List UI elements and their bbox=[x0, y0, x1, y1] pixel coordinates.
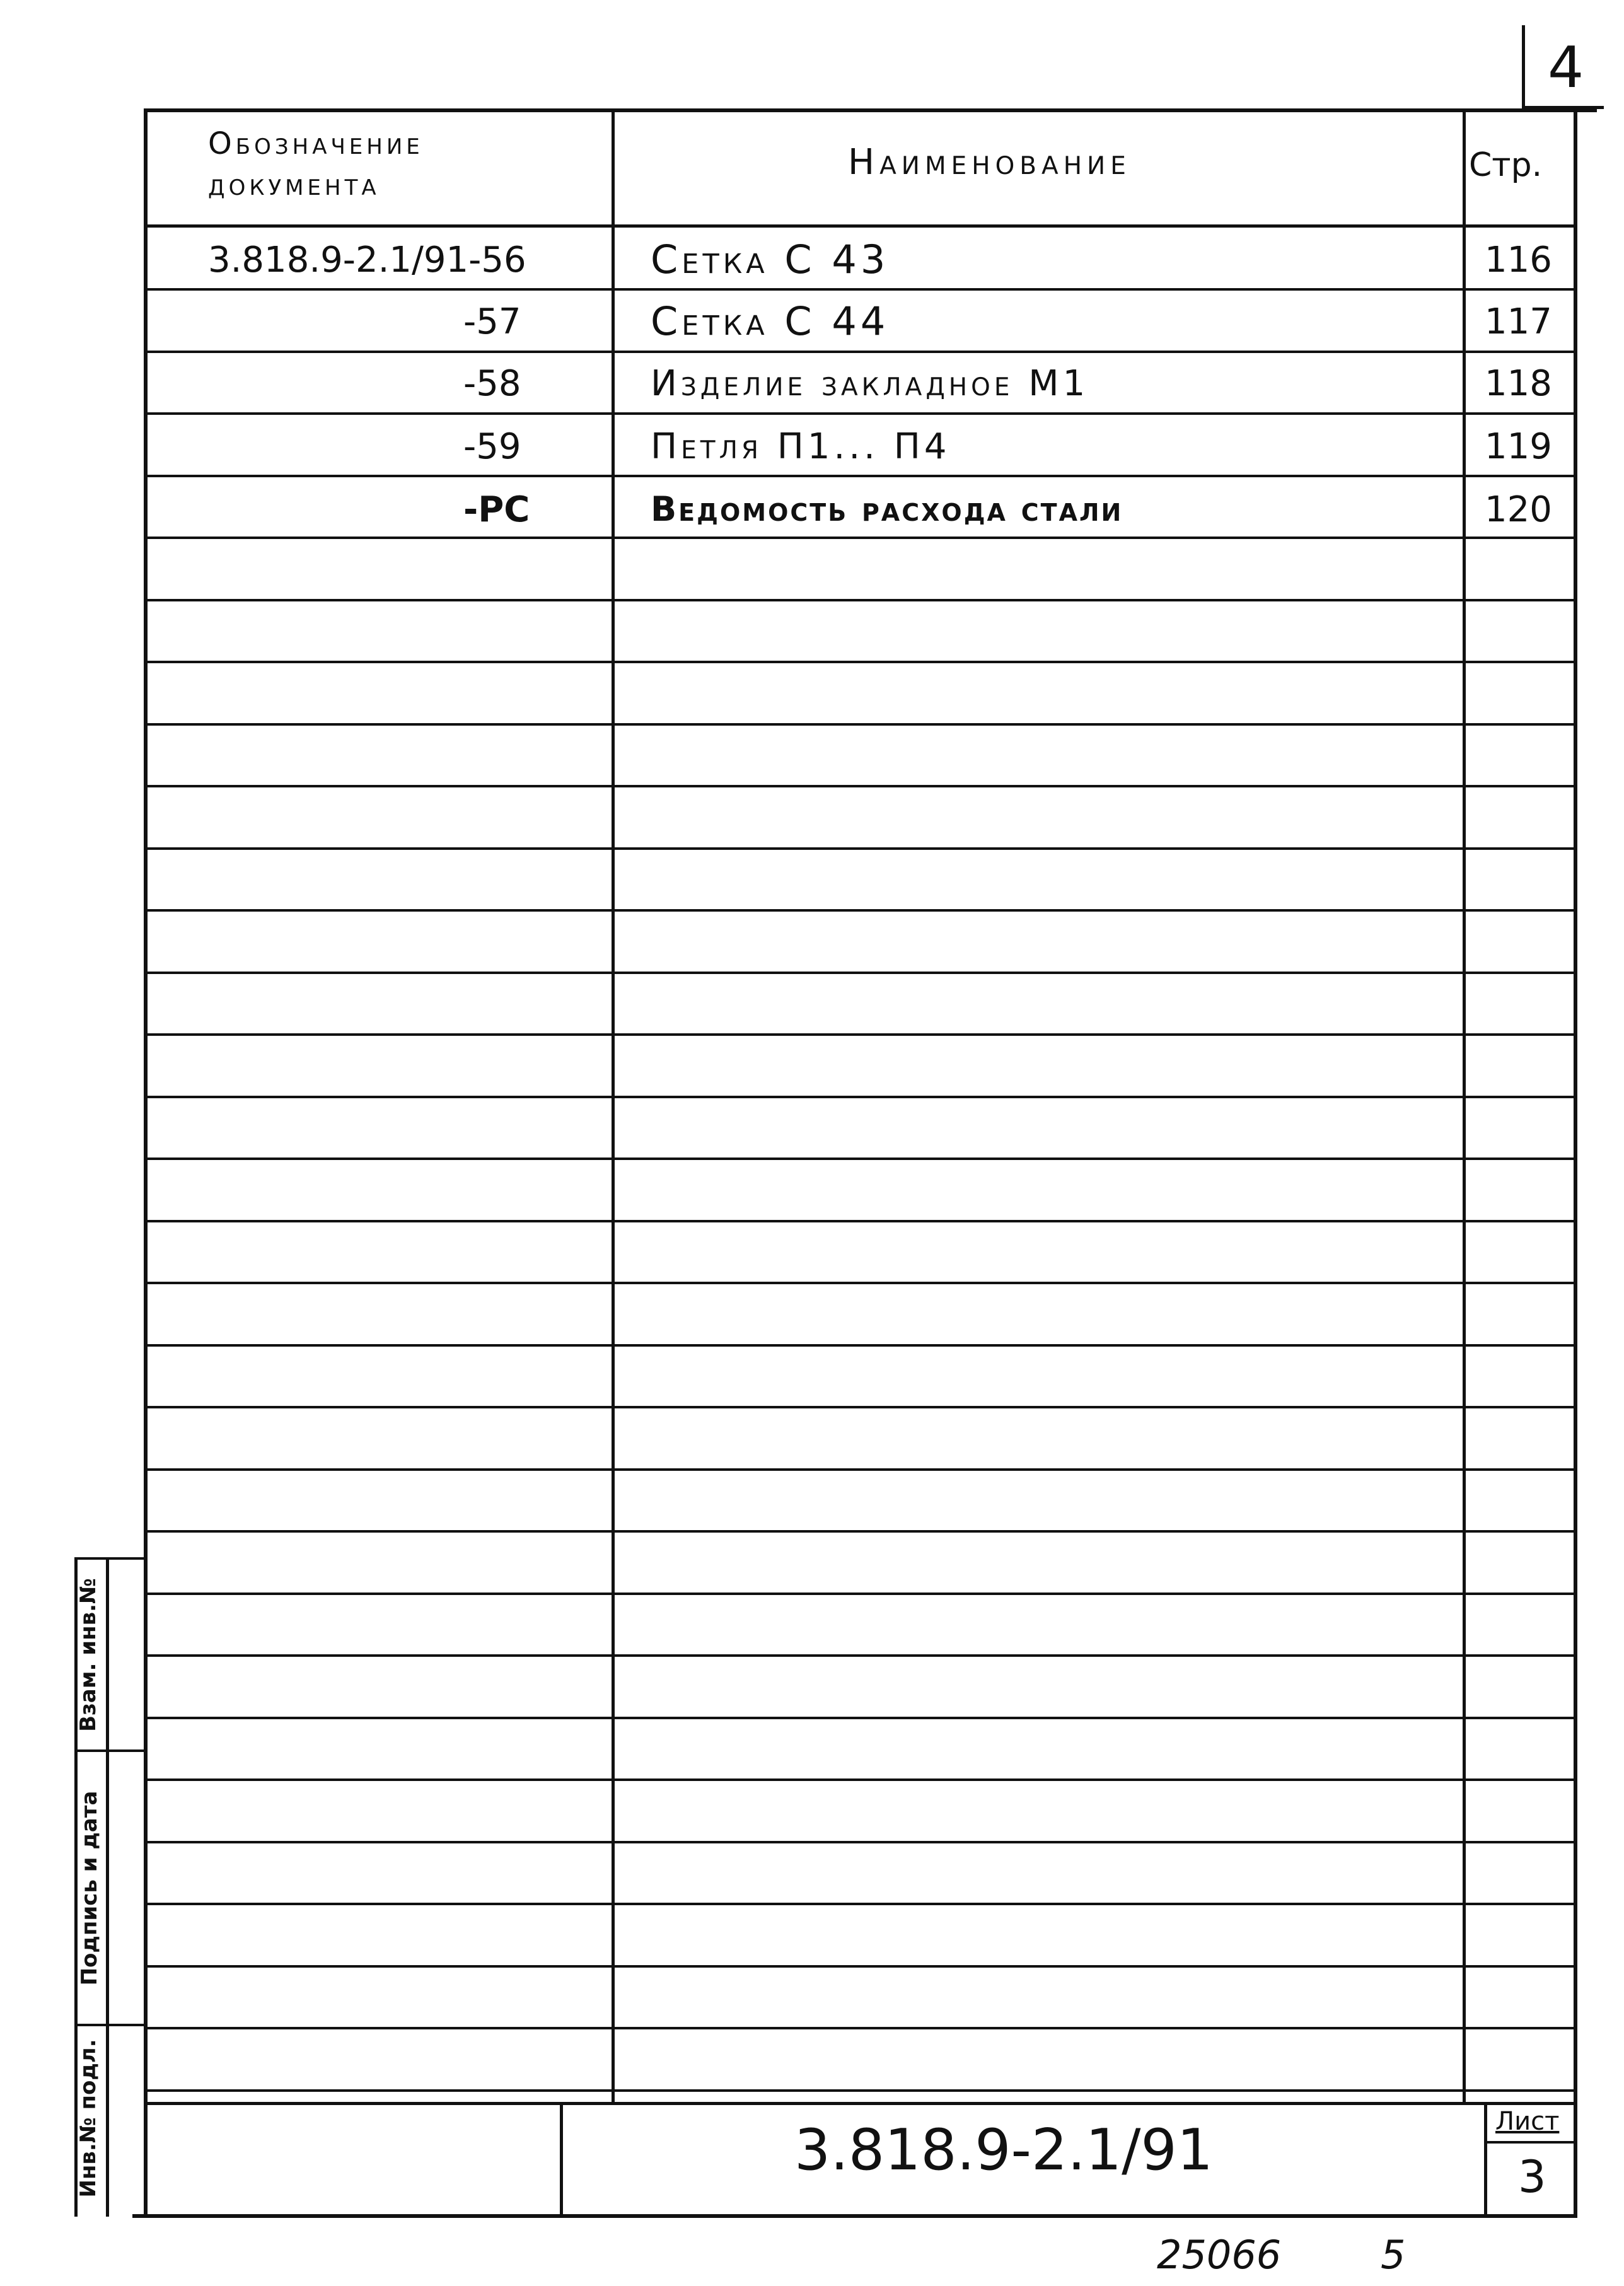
corner-page-number: 4 bbox=[1548, 35, 1584, 101]
row-line bbox=[144, 1096, 1577, 1098]
row-line bbox=[144, 1406, 1577, 1408]
row-2-name: Сетка С 44 bbox=[651, 298, 890, 344]
footer-count: 5 bbox=[1381, 2232, 1406, 2278]
row-4-page: 119 bbox=[1485, 426, 1552, 467]
corner-divider bbox=[1522, 25, 1525, 107]
row-line bbox=[144, 1282, 1577, 1284]
row-line bbox=[144, 475, 1577, 477]
row-line bbox=[144, 1778, 1577, 1781]
row-line bbox=[144, 537, 1577, 539]
row-3-page: 118 bbox=[1485, 363, 1552, 404]
row-1-designation: 3.818.9-2.1/91-56 bbox=[208, 240, 526, 281]
row-1-page: 116 bbox=[1485, 240, 1552, 281]
row-line bbox=[144, 1530, 1577, 1533]
row-line bbox=[144, 785, 1577, 787]
side-strip-mid bbox=[106, 1557, 109, 2217]
row-5-designation: -РС bbox=[463, 489, 530, 530]
col-divider-2 bbox=[1463, 108, 1466, 2104]
header-designation-line1: Обозначение bbox=[208, 126, 424, 161]
row-line bbox=[144, 2027, 1577, 2029]
stamp-divider-right bbox=[1484, 2102, 1487, 2217]
row-5-page: 120 bbox=[1485, 489, 1552, 530]
row-line bbox=[144, 1841, 1577, 1843]
row-line bbox=[144, 2089, 1577, 2092]
stamp-sheet-line bbox=[1484, 2141, 1577, 2144]
row-1-name: Сетка С 43 bbox=[651, 236, 890, 282]
stamp-code: 3.818.9-2.1/91 bbox=[794, 2117, 1213, 2183]
row-line bbox=[144, 1344, 1577, 1347]
col-divider-1 bbox=[612, 108, 615, 2104]
row-line bbox=[144, 1965, 1577, 1968]
row-line bbox=[144, 1220, 1577, 1222]
header-name: Наименование bbox=[848, 142, 1131, 183]
row-line bbox=[144, 1903, 1577, 1905]
row-line bbox=[144, 1654, 1577, 1657]
row-4-designation: -59 bbox=[463, 426, 521, 467]
stamp-sheet-label: Лист bbox=[1495, 2107, 1560, 2136]
row-line bbox=[144, 972, 1577, 974]
row-line bbox=[144, 1468, 1577, 1471]
side-strip-sep-1 bbox=[74, 1749, 147, 1752]
row-line bbox=[144, 661, 1577, 663]
row-line bbox=[144, 288, 1577, 291]
row-line bbox=[144, 1717, 1577, 1719]
row-5-name: Ведомость расхода стали bbox=[651, 489, 1123, 529]
row-3-designation: -58 bbox=[463, 363, 521, 404]
header-page: Стр. bbox=[1469, 146, 1543, 184]
row-line bbox=[144, 1593, 1577, 1595]
row-line bbox=[144, 847, 1577, 850]
row-2-designation: -57 bbox=[463, 301, 521, 342]
header-underline bbox=[144, 224, 1577, 228]
row-4-name: Петля П1... П4 bbox=[651, 426, 951, 467]
header-designation-line2: документа bbox=[208, 167, 380, 202]
row-line bbox=[144, 909, 1577, 912]
stamp-sheet-number: 3 bbox=[1518, 2151, 1546, 2203]
side-label-signature-date: Подпись и дата bbox=[77, 1790, 102, 1986]
side-label-replacement: Взам. инв.№ bbox=[76, 1578, 101, 1732]
row-3-name: Изделие закладное М1 bbox=[651, 363, 1089, 404]
stamp-divider-left bbox=[560, 2102, 563, 2217]
row-line bbox=[144, 723, 1577, 726]
row-line bbox=[144, 599, 1577, 601]
row-line bbox=[144, 1033, 1577, 1036]
side-label-inventory: Инв.№ подл. bbox=[76, 2039, 101, 2198]
frame-top bbox=[144, 108, 1597, 112]
footer-number: 25066 bbox=[1157, 2232, 1282, 2278]
frame-right bbox=[1574, 108, 1577, 2217]
stamp-top-line bbox=[144, 2102, 1577, 2105]
row-2-page: 117 bbox=[1485, 301, 1552, 342]
row-line bbox=[144, 351, 1577, 353]
side-strip-top bbox=[74, 1557, 147, 1560]
frame-left bbox=[144, 108, 148, 2217]
row-line bbox=[144, 412, 1577, 415]
row-line bbox=[144, 1158, 1577, 1160]
frame-bottom bbox=[132, 2214, 1577, 2218]
